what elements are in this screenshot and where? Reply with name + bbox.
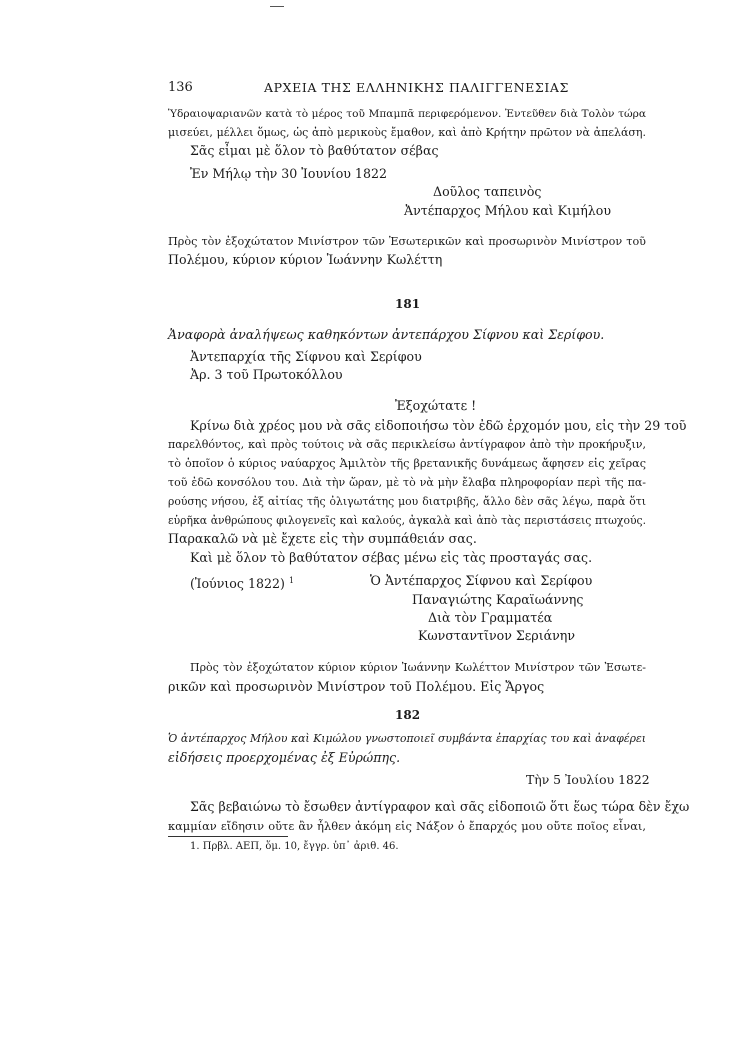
address-line: ρικῶν καὶ προσωρινὸν Μινίστρον τοῦ Πολέμου. Εἰς Ἄργος: [168, 679, 545, 694]
signature-line: Παναγιώτης Καραϊωάννης: [412, 592, 584, 607]
footnote-ref: 1: [288, 576, 295, 585]
salutation: Ἐξοχώτατε !: [395, 398, 477, 413]
signature: Ἀντέπαρχος Μήλου καὶ Κιμήλου: [404, 203, 611, 218]
footnote-divider: [168, 836, 288, 837]
document-number: 181: [395, 297, 421, 311]
body-line: Σᾶς βεβαιώνω τὸ ἔσωθεν ἀντίγραφον καὶ σᾶς εἰδοποιῶ ὅτι ἕως τώρα δὲν ἔχω: [190, 799, 690, 814]
address-line: Πρὸς τὸν ἐξοχώτατον Μινίστρον τῶν Ἐσωτερικῶν καὶ προσωρινὸν Μινίστρον τοῦ: [168, 235, 646, 248]
document-number: 182: [395, 708, 421, 722]
document-date: [190, 573, 294, 592]
address-line: Πρὸς τὸν ἐξοχώτατον κύριον κύριον Ἰωάννην Κωλέττον Μινίστρον τῶν Ἐσωτε-: [190, 661, 646, 674]
body-line: ρούσης νήσου, ἐξ αἰτίας τῆς ὀλιγωτάτης μου διατριβῆς, ἄλλο δὲν σᾶς λέγω, παρὰ ὅτι: [168, 495, 646, 508]
body-line: εὑρῆκα ἀνθρώπους φιλογενεῖς καὶ καλούς, ἀγκαλὰ καὶ ἀπὸ τὰς περιστάσεις πτωχούς.: [168, 514, 646, 527]
signature-line: Κωνσταντῖνον Σεριάνην: [418, 628, 575, 643]
body-line: τοῦ ἐδῶ κονσόλου του. Διὰ τὴν ὥραν, μὲ τὸ νὰ μὴν ἔλαβα πληροφορίαν περὶ τῆς πα-: [168, 476, 646, 489]
body-line: Παρακαλῶ νὰ μὲ ἔχετε εἰς τὴν συμπάθειάν σας.: [168, 531, 477, 546]
document-date: Τὴν 5 Ἰουλίου 1822: [526, 772, 650, 787]
body-line: καμμίαν εἴδησιν οὔτε ἂν ἦλθεν ἀκόμη εἰς Νάξον ὁ ἔπαρχός μου οὔτε ποῖος εἶναι,: [168, 819, 646, 833]
document-summary: Ἀναφορὰ ἀναλήψεως καθηκόντων ἀντεπάρχου Σίφνου καὶ Σερίφου.: [168, 327, 605, 342]
text-line: Ὑδραιοψαριανῶν κατὰ τὸ μέρος τοῦ Μπαμπᾶ περιφερόμενον. Ἐντεῦθεν διὰ Τολὸν τώρα: [168, 108, 646, 120]
body-line: παρελθόντος, καὶ πρὸς τούτοις νὰ σᾶς περικλείσω ἀντίγραφον ἀπὸ τὴν προκήρυξιν,: [168, 438, 646, 451]
document-summary: Ὁ ἀντέπαρχος Μήλου καὶ Κιμώλου γνωστοποιεῖ συμβάντα ἐπαρχίας του καὶ ἀναφέρει: [168, 732, 646, 745]
top-edge-mark: [270, 6, 284, 7]
footnote: 1. Πρβλ. ΑΕΠ, ὅμ. 10, ἔγγρ. ὑπ᾽ ἀριθ. 46.: [190, 841, 399, 852]
heading-line: Ἀντεπαρχία τῆς Σίφνου καὶ Σερίφου: [190, 349, 422, 364]
body-line: Κρίνω διὰ χρέος μου νὰ σᾶς εἰδοποιήσω τὸν ἐδῶ ἐρχομόν μου, εἰς τὴν 29 τοῦ: [190, 418, 687, 433]
document-summary: εἰδήσεις προερχομένας ἐξ Εὐρώπης.: [168, 750, 401, 765]
signature-line: Διὰ τὸν Γραμματέα: [428, 610, 553, 625]
text-line: Σᾶς εἶμαι μὲ ὅλον τὸ βαθύτατον σέβας: [190, 143, 439, 158]
address-line: Πολέμου, κύριον κύριον Ἰωάννην Κωλέττη: [168, 252, 443, 267]
closing: Καὶ μὲ ὅλον τὸ βαθύτατον σέβας μένω εἰς τὰς προσταγάς σας.: [190, 550, 593, 565]
date-text: (Ἰούνιος 1822): [190, 576, 285, 592]
signature-line: Ὁ Ἀντέπαρχος Σίφνου καὶ Σερίφου: [370, 573, 593, 588]
page-number: 136: [168, 80, 193, 95]
body-line: τὸ ὁποῖον ὁ κύριος ναύαρχος Ἀμιλτὸν τῆς βρετανικῆς δυνάμεως ἄφησεν εἰς χεῖρας: [168, 457, 646, 470]
running-title: ΑΡΧΕΙΑ ΤΗΣ ΕΛΛΗΝΙΚΗΣ ΠΑΛΙΓΓΕΝΕΣΙΑΣ: [264, 80, 569, 95]
heading-line: Ἀρ. 3 τοῦ Πρωτοκόλλου: [190, 367, 343, 382]
closing: Δοῦλος ταπεινὸς: [433, 184, 542, 199]
place-date: Ἐν Μήλῳ τὴν 30 Ἰουνίου 1822: [190, 166, 387, 181]
text-line: μισεύει, μέλλει ὅμως, ὡς ἀπὸ μερικοὺς ἔμαθον, καὶ ἀπὸ Κρήτην πρῶτον νὰ ἀπελάση.: [168, 126, 646, 139]
